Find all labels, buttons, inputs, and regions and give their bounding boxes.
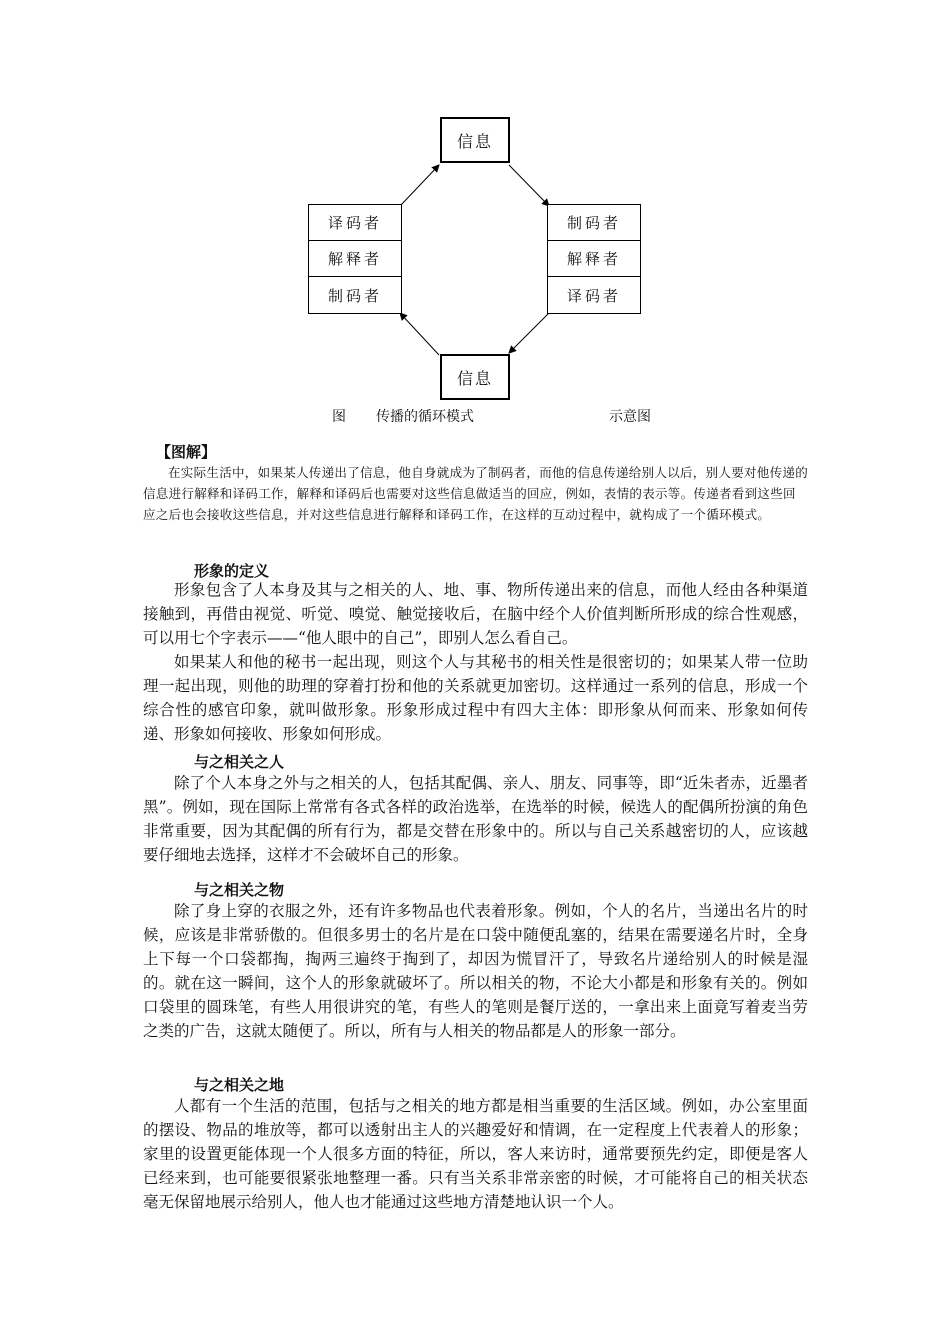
paragraph: 除了个人本身之外与之相关的人，包括其配偶、亲人、朋友、同事等，即“近朱者赤，近墨者黑”。例如，现在国际上常常有各式各样的政治选举，在选举的时候，候选人的配偶所扮演的角色非常重要，因为其配偶的所有行为，都是交替在形象中的。所以与自己关系越密切的人，应该越要仔细地去选择，这样才不会破坏自己的形象。 — [143, 774, 808, 864]
explanation-heading: 【图解】 — [156, 443, 217, 461]
paragraph: 形象包含了人本身及其与之相关的人、地、事、物所传递出来的信息，而他人经由各种渠道接触到，再借由视觉、听觉、嗅觉、触觉接收后，在脑中经个人价值判断所形成的综合性观感，可以用七个字表示——“他人眼中的自己”，即别人怎么看自己。 — [143, 581, 808, 647]
figure-caption-title: 传播的循环模式 — [376, 409, 474, 425]
arrow-to-right-stack — [509, 165, 549, 206]
section-title-image-definition: 形象的定义 — [194, 562, 270, 580]
paragraph: 如果某人和他的秘书一起出现，则这个人与其秘书的相关性是很密切的；如果某人带一位助理一起出现，则他的助理的穿着打扮和他的关系就更加密切。这样通过一系列的信息，形成一个综合性的感官印象，就叫做形象。形象形成过程中有四大主体：即形象从何而来、形象如何传递、形象如何接收、形象如何形成。 — [143, 653, 808, 743]
left-role-interpreter: 解释者 — [309, 241, 401, 277]
explanation-text: 在实际生活中，如果某人传递出了信息，他自身就成为了制码者，而他的信息传递给别人以后，别人要对他传递的信息进行解释和译码工作，解释和译码后也需要对这些信息做适当的回应，例如，表情的表示等。传递者看到这些回应之后也会接收这些信息，并对这些信息进行解释和译码工作，在这样的互动过程中，就构成了一个循环模式。 — [143, 465, 809, 522]
bottom-message-label: 信息 — [456, 368, 493, 388]
right-role-stack — [547, 204, 641, 314]
section-title-related-places: 与之相关之地 — [194, 1076, 285, 1094]
arrow-to-top-message — [400, 165, 439, 206]
left-role-decoder: 译码者 — [309, 205, 401, 241]
section-title-related-objects: 与之相关之物 — [194, 881, 285, 899]
section-related-people — [143, 771, 808, 867]
right-role-decoder: 译码者 — [566, 286, 621, 305]
arrow-to-left-stack — [400, 313, 439, 355]
section-related-places — [143, 1094, 808, 1214]
figure-caption-suffix: 示意图 — [609, 409, 651, 425]
figure-caption-label: 图 — [332, 409, 346, 425]
left-role-encoder: 制码者 — [327, 286, 382, 305]
right-role-interpreter: 解释者 — [548, 241, 640, 277]
paragraph: 人都有一个生活的范围，包括与之相关的地方都是相当重要的生活区域。例如，办公室里面的摆设、物品的堆放等，都可以透射出主人的兴趣爱好和情调，在一定程度上代表着人的形象；家里的设置更能体现一个人很多方面的特征，所以，客人来访时，通常要预先约定，即便是客人已经来到，也可能要很紧张地整理一番。只有当关系非常亲密的时候，才可能将自己的相关状态毫无保留地展示给别人，他人也才能通过这些地方清楚地认识一个人。 — [143, 1097, 808, 1211]
left-role-stack — [308, 204, 402, 314]
right-role-encoder: 制码者 — [548, 205, 640, 241]
arrow-to-bottom-message — [509, 313, 549, 353]
section-image-definition — [143, 578, 808, 746]
paragraph: 除了身上穿的衣服之外，还有许多物品也代表着形象。例如，个人的名片，当递出名片的时候，应该是非常骄傲的。但很多男士的名片是在口袋中随便乱塞的，结果在需要递名片时，全身上下每一个口袋都掏，掏两三遍终于掏到了，却因为慌冒汗了，导致名片递给别人的时候是湿的。就在这一瞬间，这个人的形象就破坏了。所以相关的物，不论大小都是和形象有关的。例如口袋里的圆珠笔，有些人用很讲究的笔，有些人的笔则是餐厅送的，一拿出来上面竟写着麦当劳之类的广告，这就太随便了。所以，所有与人相关的物品都是人的形象一部分。 — [143, 902, 808, 1040]
top-message-label: 信息 — [456, 131, 493, 151]
section-related-objects — [143, 899, 808, 1043]
bottom-message-box — [440, 354, 510, 400]
section-title-related-people: 与之相关之人 — [194, 753, 285, 771]
top-message-box — [440, 117, 510, 163]
